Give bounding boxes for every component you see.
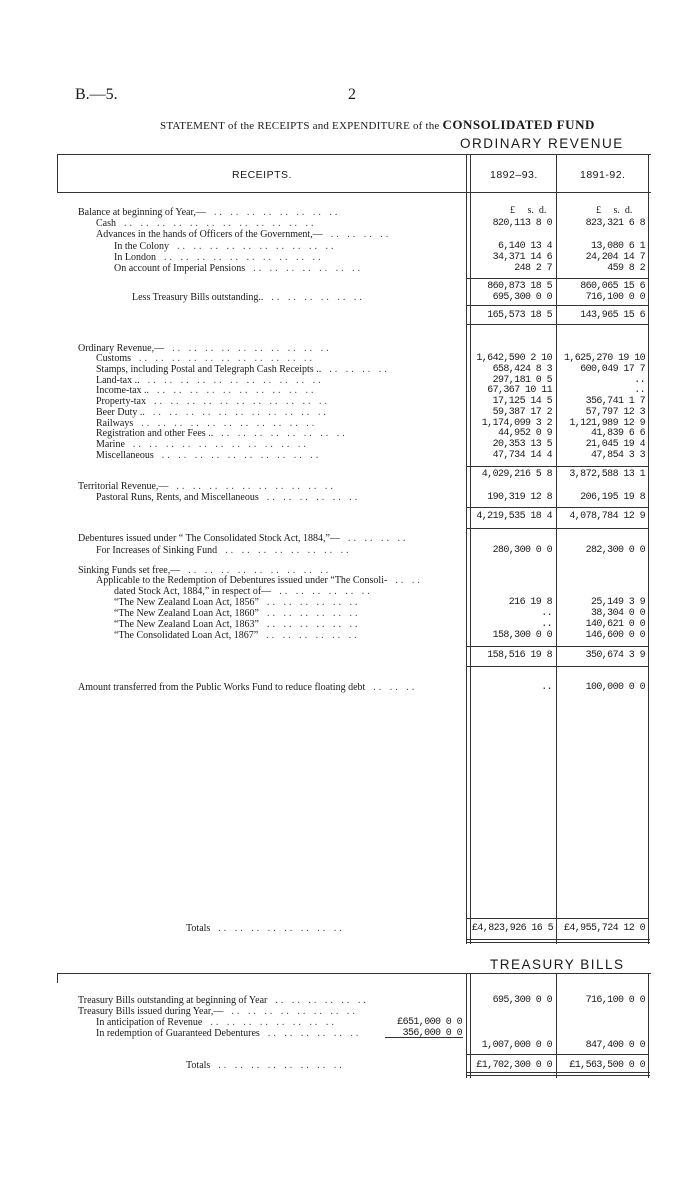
leader-dots: .. .. .. .. .. .. .. .. .. .. .. [152, 407, 329, 418]
statement-prefix: STATEMENT of the RECEIPTS and EXPENDITURE of the [160, 120, 440, 132]
leader-dots: .. .. .. .. .. .. .. [253, 263, 364, 274]
col-a-left-rule-2 [470, 154, 471, 944]
treasury-bills-title: TREASURY BILLS [490, 957, 625, 972]
row-label: Totals [186, 923, 211, 934]
row-label: Amount transferred from the Public Works Fund to reduce floating debt [78, 682, 366, 693]
amount-1891-92: 38,304 0 0 [590, 608, 645, 619]
treasury-top-rule [57, 973, 651, 974]
page-number: 2 [348, 86, 356, 103]
leader-dots: .. .. [395, 575, 423, 586]
amount-1892-93: 190,319 12 8 [487, 492, 552, 503]
amount-1891-92: £4,955,724 12 0 [563, 923, 645, 934]
amount-1892-93: 17,125 14 5 [492, 396, 552, 407]
leader-dots: .. .. .. .. .. .. .. .. [213, 207, 341, 218]
leader-dots: .. .. .. .. .. .. [275, 995, 369, 1006]
row-label: Stamps, including Postal and Telegraph Cash Receipts .. [96, 364, 322, 375]
totals-bottom-rule [466, 939, 650, 940]
amount-1891-92: 860,065 15 6 [580, 281, 645, 292]
treasury-total-rule-2 [466, 1075, 650, 1076]
leader-dots: .. .. .. .. .. .. .. .. .. .. [163, 252, 324, 263]
col-divider-rule [556, 154, 557, 944]
row-label: In the Colony [114, 241, 169, 252]
treasury-total-rule [466, 1072, 650, 1073]
row-label: Less Treasury Bills outstanding.. [132, 292, 264, 303]
lsd-header-a: £ s. d. [510, 205, 547, 216]
subtotal-rule [466, 466, 649, 467]
amount-1891-92: 823,321 6 8 [585, 218, 645, 229]
amount-1892-93: 695,300 0 0 [492, 292, 552, 303]
subtotal-rule [466, 507, 649, 508]
row-label: Advances in the hands of Officers of the Government,— [96, 229, 323, 240]
leader-dots: .. .. .. [373, 682, 418, 693]
row-label: Registration and other Fees .. [96, 428, 214, 439]
treasury-col-a-rule [466, 973, 467, 1078]
column-header-1892-93: 1892–93. [490, 169, 538, 181]
amount-1891-92: 24,204 14 7 [585, 252, 645, 263]
row-label: “The New Zealand Loan Act, 1856” [114, 597, 259, 608]
row-label: Property-tax [96, 396, 146, 407]
leader-dots: .. .. .. .. .. .. .. .. .. .. [177, 241, 337, 252]
amount-1892-93: 67,367 10 11 [487, 385, 552, 396]
row-label: Sinking Funds set free,— [78, 565, 181, 576]
amount-1891-92: 1,625,270 19 10 [563, 353, 645, 364]
amount-1892-93: 47,734 14 4 [492, 450, 552, 461]
amount-1891-92: 47,854 3 3 [590, 450, 645, 461]
row-label: For Increases of Sinking Fund [96, 545, 218, 556]
amount-1892-93: 34,371 14 6 [492, 252, 552, 263]
leader-dots: .. .. .. .. .. .. [271, 292, 365, 303]
table-header-rule [57, 192, 651, 193]
leader-dots: .. .. .. .. .. .. .. .. [221, 428, 348, 439]
leader-dots: .. .. .. .. .. .. .. .. [231, 1006, 358, 1017]
leader-dots: .. .. .. .. .. .. .. .. .. .. [172, 343, 332, 354]
subtotal-rule [466, 278, 649, 279]
row-label: Miscellaneous [96, 450, 154, 461]
leader-dots: .. .. .. .. .. .. .. .. .. .. .. [139, 353, 316, 364]
row-label: Territorial Revenue,— [78, 481, 169, 492]
document-reference: B.—5. [75, 86, 118, 103]
issue-amount: 356,000 0 0 [402, 1028, 462, 1039]
amount-1891-92: 41,839 6 6 [590, 428, 645, 439]
row-label: Cash [96, 218, 116, 229]
amount-1891-92: 459 8 2 [607, 263, 645, 274]
amount-1892-93: 248 2 7 [514, 263, 552, 274]
row-label: Railways [96, 418, 134, 429]
row-label: Balance at beginning of Year,— [78, 207, 206, 218]
subtotal-rule [466, 324, 649, 325]
row-label: Debentures issued under “ The Consolidated Stock Act, 1884,”— [78, 533, 340, 544]
amount-1892-93: 820,113 8 0 [492, 218, 552, 229]
issue-amount: £651,000 0 0 [397, 1017, 462, 1028]
row-label: In London [114, 252, 156, 263]
statement-title [160, 117, 595, 133]
leader-dots: .. .. .. .. .. .. [266, 608, 361, 619]
row-label: Pastoral Runs, Rents, and Miscellaneous [96, 492, 259, 503]
totals-bottom-rule-2 [466, 942, 650, 943]
row-label: Treasury Bills outstanding at beginning of Year [78, 995, 268, 1006]
leader-dots: .. .. .. .. .. .. .. .. .. .. .. [132, 439, 309, 450]
row-label: Beer Duty .. [96, 407, 145, 418]
leader-dots: .. .. .. .. .. .. [266, 619, 361, 630]
treasury-right-rule [648, 973, 649, 1078]
row-label: In anticipation of Revenue [96, 1017, 203, 1028]
amount-1891-92: £1,563,500 0 0 [569, 1060, 645, 1071]
leader-dots: .. .. .. .. .. .. [266, 492, 361, 503]
amount-1891-92: 13,080 6 1 [590, 241, 645, 252]
amount-1891-92: 1,121,989 12 9 [569, 418, 645, 429]
leader-dots: .. .. .. .. .. .. [266, 597, 361, 608]
amount-1891-92: 140,621 0 0 [585, 619, 645, 630]
amount-1891-92: 206,195 19 8 [580, 492, 645, 503]
row-label: “The New Zealand Loan Act, 1860” [114, 608, 259, 619]
amount-1892-93: 297,181 0 5 [492, 375, 552, 386]
amount-1891-92: 4,078,784 12 9 [569, 511, 645, 522]
column-header-1891-92: 1891-92. [580, 169, 626, 181]
leader-dots: .. .. .. .. .. .. .. .. .. .. .. .. [124, 218, 317, 229]
row-label: Ordinary Revenue,— [78, 343, 165, 354]
leader-dots: .. .. .. .. .. .. .. .. .. .. .. [154, 396, 330, 407]
amount-1891-92: 600,049 17 7 [580, 364, 645, 375]
treasury-col-divider [556, 973, 557, 1078]
leader-dots: .. .. .. .. .. .. [266, 630, 360, 641]
amount-1892-93: 216 19 8 [508, 597, 552, 608]
amount-1891-92: 356,741 1 7 [585, 396, 645, 407]
row-label: Marine [96, 439, 125, 450]
amount-1892-93: 4,029,216 5 8 [481, 469, 552, 480]
row-label: Treasury Bills issued during Year,— [78, 1006, 224, 1017]
row-label: Totals [186, 1060, 211, 1071]
amount-1892-93: 44,952 0 9 [497, 428, 552, 439]
row-label: Income-tax .. [96, 385, 150, 396]
amount-1891-92: .. [634, 385, 645, 396]
leader-dots: .. .. .. .. .. .. .. .. .. .. [176, 481, 336, 492]
row-label: “The Consolidated Loan Act, 1867” [114, 630, 259, 641]
amount-1891-92: 282,300 0 0 [585, 545, 645, 556]
lsd-header-b: £ s. d. [596, 205, 633, 216]
subtotal-rule [466, 918, 649, 919]
amount-1892-93: 59,387 17 2 [492, 407, 552, 418]
amount-1892-93: 1,174,099 3 2 [481, 418, 552, 429]
row-label: Customs [96, 353, 132, 364]
amount-1891-92: 350,674 3 9 [585, 650, 645, 661]
amount-1892-93: £4,823,926 16 5 [472, 923, 554, 934]
row-label: Land-tax .. [96, 375, 140, 386]
table-top-rule [57, 154, 651, 155]
amount-1891-92: 146,600 0 0 [585, 630, 645, 641]
amount-1892-93: .. [541, 682, 552, 693]
leader-dots: .. .. .. .. [329, 364, 390, 375]
amount-1892-93: 6,140 13 4 [497, 241, 552, 252]
amount-1891-92: 847,400 0 0 [585, 1040, 645, 1051]
amount-1892-93: .. [541, 619, 552, 630]
amount-1892-93: 4,219,535 18 4 [476, 511, 552, 522]
leader-dots: .. .. .. .. .. .. .. .. .. .. .. [147, 375, 324, 386]
leader-dots: .. .. .. .. .. .. .. .. .. [188, 565, 332, 576]
table-left-rule [57, 154, 58, 193]
leader-dots: .. .. .. .. .. .. [267, 1028, 362, 1039]
leader-dots: .. .. .. .. .. .. [279, 586, 373, 597]
amount-1891-92: 143,965 15 6 [580, 310, 645, 321]
amount-1891-92: .. [634, 375, 645, 386]
statement-fund: CONSOLIDATED FUND [442, 117, 595, 132]
amount-1892-93: 1,642,590 2 10 [476, 353, 552, 364]
row-label: “The New Zealand Loan Act, 1863” [114, 619, 259, 630]
treasury-col-a-rule-2 [470, 973, 471, 1078]
row-label: dated Stock Act, 1884,” in respect of— [114, 586, 272, 597]
amount-1891-92: 716,100 0 0 [585, 995, 645, 1006]
leader-dots: .. .. .. .. [330, 229, 392, 240]
table-right-rule [648, 154, 649, 944]
amount-1891-92: 21,045 19 4 [585, 439, 645, 450]
amount-1892-93: 158,300 0 0 [492, 630, 552, 641]
amount-1891-92: 3,872,588 13 1 [569, 469, 645, 480]
subtotal-rule [466, 528, 649, 529]
amount-1892-93: 158,516 19 8 [487, 650, 552, 661]
treasury-left-rule [57, 973, 58, 983]
amount-1892-93: 1,007,000 0 0 [481, 1040, 552, 1051]
amount-1891-92: 100,000 0 0 [585, 682, 645, 693]
subtotal-rule [466, 646, 649, 647]
subtotal-rule [466, 666, 649, 667]
amount-1891-92: 25,149 3 9 [590, 597, 645, 608]
leader-dots: .. .. .. .. .. .. .. .. .. .. .. [141, 418, 318, 429]
row-label: Applicable to the Redemption of Debentures issued under “The Consoli- [96, 575, 388, 586]
ordinary-revenue-title: ORDINARY REVENUE [460, 136, 624, 151]
amount-1892-93: 658,424 8 3 [492, 364, 552, 375]
column-header-receipts: RECEIPTS. [232, 169, 292, 181]
amount-1892-93: 695,300 0 0 [492, 995, 552, 1006]
leader-dots: .. .. .. .. .. .. .. .. [218, 923, 345, 934]
row-label: In redemption of Guaranteed Debentures [96, 1028, 260, 1039]
leader-dots: .. .. .. .. [348, 533, 409, 544]
row-label: On account of Imperial Pensions [114, 263, 246, 274]
subtotal-rule [466, 305, 649, 306]
amount-1892-93: .. [541, 608, 552, 619]
col-a-left-rule [466, 154, 467, 944]
leader-dots: .. .. .. .. .. .. .. .. [210, 1017, 337, 1028]
amount-1892-93: 280,300 0 0 [492, 545, 552, 556]
amount-1892-93: £1,702,300 0 0 [476, 1060, 552, 1071]
amount-1891-92: 716,100 0 0 [585, 292, 645, 303]
amount-1892-93: 165,573 18 5 [487, 310, 552, 321]
leader-dots: .. .. .. .. .. .. .. .. .. .. [157, 385, 317, 396]
amount-1891-92: 57,797 12 3 [585, 407, 645, 418]
leader-dots: .. .. .. .. .. .. .. .. [225, 545, 352, 556]
amount-1892-93: 860,873 18 5 [487, 281, 552, 292]
leader-dots: .. .. .. .. .. .. .. .. [218, 1060, 345, 1071]
leader-dots: .. .. .. .. .. .. .. .. .. .. [161, 450, 322, 461]
treasury-subtotal-rule [466, 1054, 649, 1055]
amount-1892-93: 20,353 13 5 [492, 439, 552, 450]
